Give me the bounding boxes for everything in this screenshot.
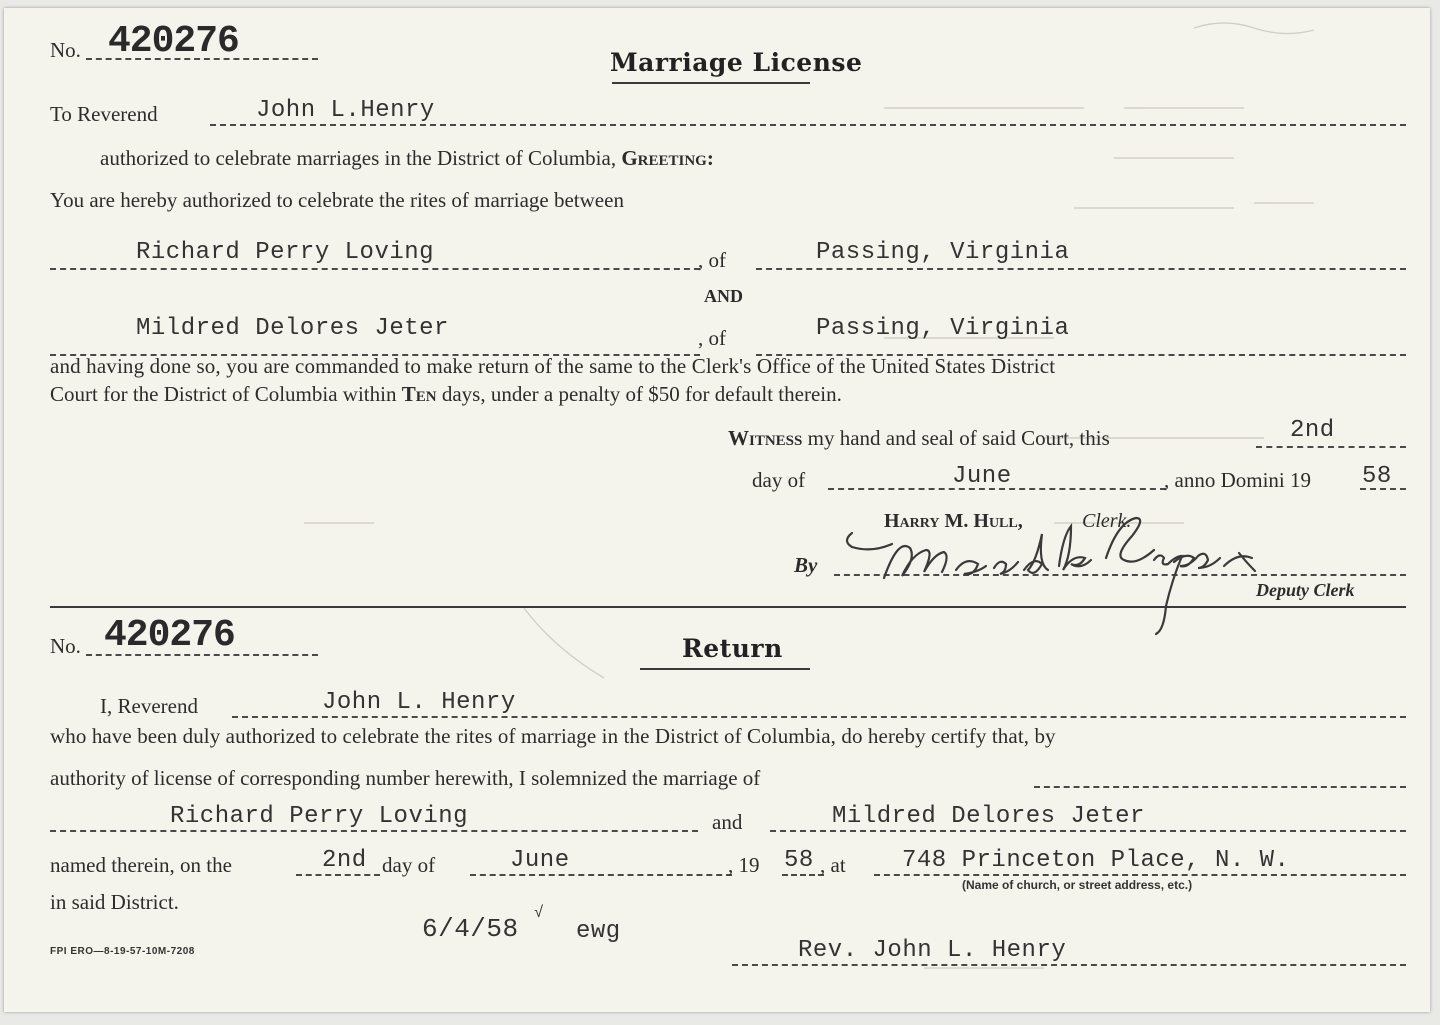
deputy-clerk-label: Deputy Clerk	[1256, 580, 1355, 600]
party2-of: , of	[698, 326, 726, 350]
section-divider	[50, 606, 1406, 608]
return-and-label: and	[712, 810, 743, 834]
return-party2: Mildred Delores Jeter	[832, 803, 1145, 830]
clerk-title: Clerk.	[1082, 510, 1132, 532]
return-month: June	[510, 847, 570, 874]
return-year-prefix: , 19	[728, 853, 760, 877]
return-year-line	[782, 874, 824, 876]
license-party2: Mildred Delores Jeter	[136, 315, 449, 342]
return-party1-line	[50, 830, 698, 832]
return-reverend: John L. Henry	[322, 689, 516, 716]
greeting-label: Greeting:	[621, 146, 714, 170]
marriage-address: 748 Princeton Place, N. W.	[902, 847, 1290, 874]
return-at-label: , at	[820, 853, 846, 877]
in-said-district: in said District.	[50, 890, 179, 914]
to-reverend-label: To Reverend	[50, 102, 158, 126]
witness-line: Witness my hand and seal of said Court, this	[728, 426, 1110, 450]
minister-signature: Rev. John L. Henry	[798, 937, 1067, 964]
witness-day-line	[1256, 446, 1406, 448]
witness-day: 2nd	[1290, 417, 1335, 444]
return-day: 2nd	[322, 847, 367, 874]
deputy-clerk-signature	[844, 508, 1314, 638]
reverend-line	[210, 124, 1406, 126]
named-therein-label: named therein, on the	[50, 853, 232, 877]
return-party2-line	[770, 830, 1406, 832]
party1-of: , of	[698, 248, 726, 272]
return-number: 420276	[104, 614, 235, 657]
certify-line-2: authority of license of corresponding number herewith, I solemnized the marriage of	[50, 766, 761, 790]
license-and-label: AND	[704, 286, 743, 306]
address-hint: (Name of church, or street address, etc.)	[962, 878, 1193, 892]
clerk-name: Harry M. Hull,	[884, 510, 1023, 532]
party1-place-line	[756, 268, 1406, 270]
return-title: Return	[682, 634, 783, 663]
reverend-name: John L.Henry	[256, 97, 435, 124]
command-line-1: and having done so, you are commanded to make return of the same to the Clerk's Office of the United States District	[50, 354, 1056, 378]
license-year: 58	[1362, 463, 1392, 490]
return-reverend-label: I, Reverend	[100, 694, 198, 718]
license-no-label: No.	[50, 38, 81, 62]
command-line-2: Court for the District of Columbia within Ten days, under a penalty of $50 for default therein.	[50, 382, 842, 406]
license-title: Marriage License	[610, 48, 863, 77]
certify-line-1: who have been duly authorized to celebrate the rites of marriage in the District of Columbia, do hereby certify that, by	[50, 724, 1056, 748]
marriage-license-document	[4, 8, 1430, 1012]
filed-date: 6/4/58	[422, 914, 519, 944]
license-party1-place: Passing, Virginia	[816, 239, 1070, 266]
hereby-line: You are hereby authorized to celebrate the rites of marriage between	[50, 188, 624, 212]
license-number: 420276	[108, 20, 239, 63]
filed-initials: ewg	[576, 918, 621, 945]
form-code: FPI ERO—8-19-57-10M-7208	[50, 946, 195, 957]
day-of-label: day of	[752, 468, 806, 492]
authorized-line: authorized to celebrate marriages in the District of Columbia, Greeting:	[100, 146, 714, 170]
anno-domini-label: , anno Domini 19	[1164, 468, 1311, 492]
by-label: By	[794, 553, 818, 577]
check-mark: √	[534, 904, 545, 922]
license-party2-place: Passing, Virginia	[816, 315, 1070, 342]
license-party1: Richard Perry Loving	[136, 239, 435, 266]
return-day-of: day of	[382, 853, 436, 877]
signature-line	[732, 964, 1406, 966]
license-title-underline	[612, 82, 810, 84]
party1-line	[50, 268, 700, 270]
license-month: June	[952, 463, 1012, 490]
return-reverend-line	[232, 716, 1406, 718]
certify-fill-line	[1034, 786, 1406, 788]
return-party1: Richard Perry Loving	[170, 803, 469, 830]
return-title-underline	[640, 668, 810, 670]
return-month-line	[470, 874, 732, 876]
return-no-label: No.	[50, 634, 81, 658]
address-line	[874, 874, 1406, 876]
return-year: 58	[784, 847, 814, 874]
return-day-line	[296, 874, 380, 876]
